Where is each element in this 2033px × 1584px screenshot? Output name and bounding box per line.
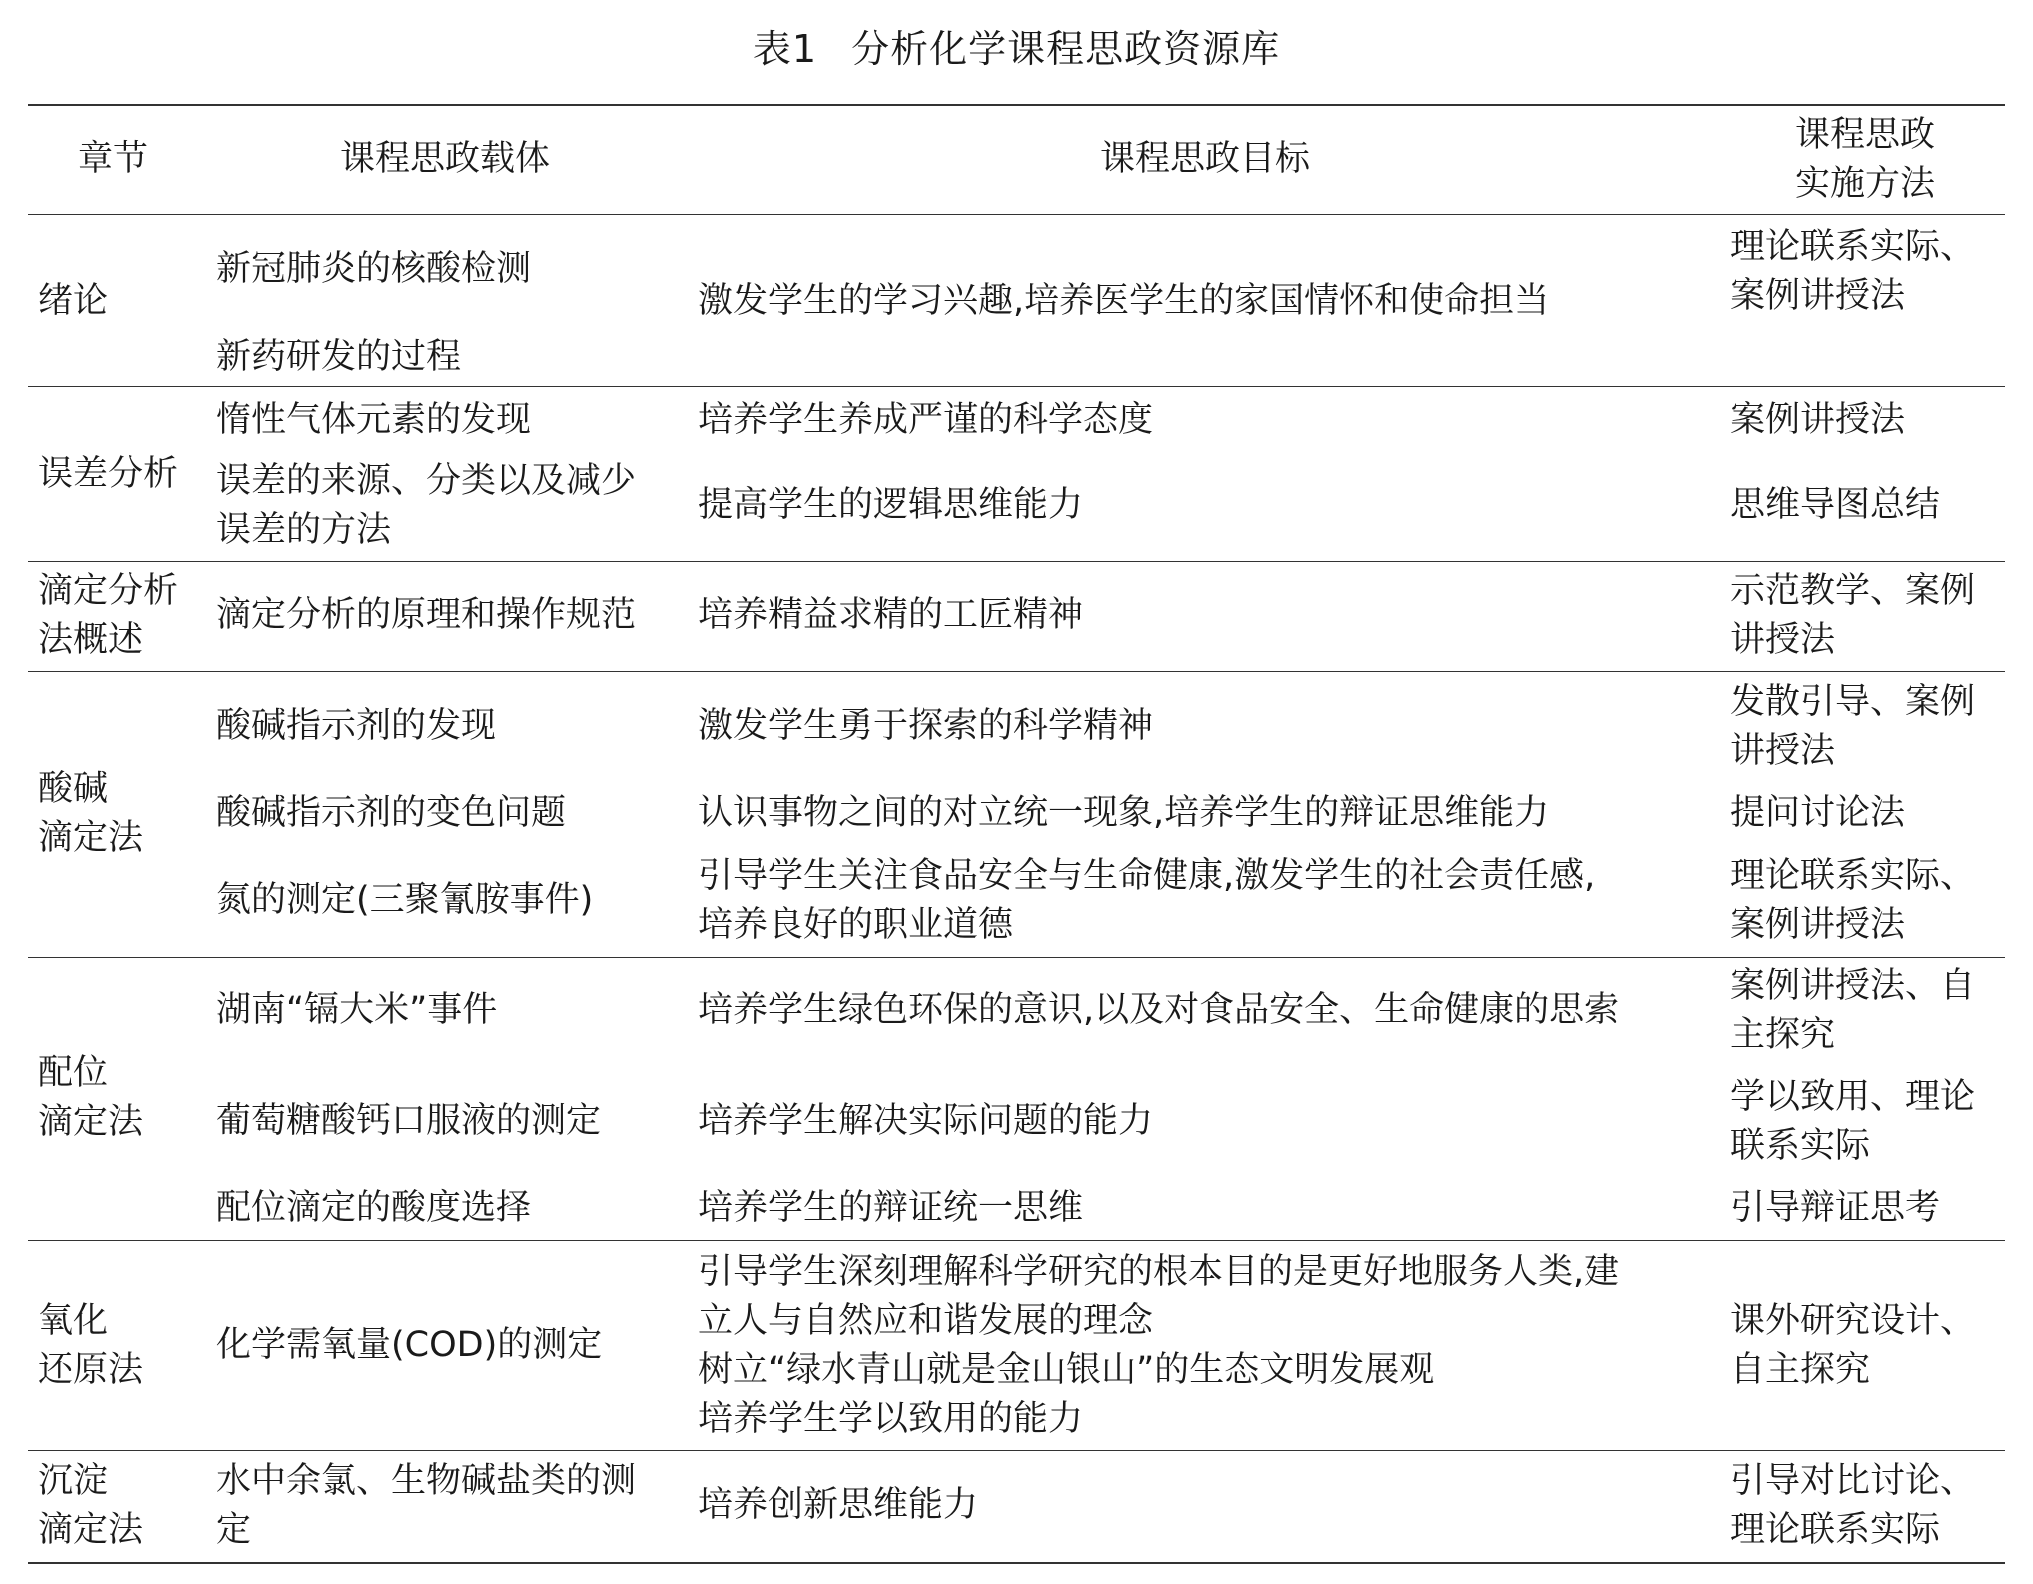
goal-line: 树立“绿水青山就是金山银山”的生态文明发展观 <box>698 1350 1435 1390</box>
method-line: 理论联系实际、 <box>1730 856 1976 896</box>
carrier-line: 酸碱指示剂的变色问题 <box>216 793 567 833</box>
chapter-line: 酸碱 <box>38 769 109 809</box>
method-line: 案例讲授法 <box>1730 276 1906 316</box>
carrier-line: 水中余氯、生物碱盐类的测 <box>216 1461 637 1501</box>
method-cell <box>1730 789 1905 838</box>
goal-cell <box>698 789 1549 838</box>
goal-cell <box>698 1097 1153 1146</box>
method-cell <box>1730 678 1975 776</box>
chapter-line: 绪论 <box>38 281 109 321</box>
method-line: 理论联系实际、 <box>1730 227 1976 267</box>
goal-line: 引导学生关注食品安全与生命健康,激发学生的社会责任感, <box>698 856 1596 896</box>
carrier-line: 葡萄糖酸钙口服液的测定 <box>216 1101 602 1141</box>
goal-line: 激发学生的学习兴趣,培养医学生的家国情怀和使命担当 <box>698 281 1550 321</box>
goal-line: 培养学生绿色环保的意识,以及对食品安全、生命健康的思索 <box>698 990 1620 1030</box>
carrier-line: 误差的来源、分类以及减少 <box>216 461 637 501</box>
goal-cell <box>698 852 1595 950</box>
method-line: 理论联系实际 <box>1730 1510 1941 1550</box>
header-carrier: 课程思政载体 <box>339 139 550 179</box>
goal-cell <box>698 1184 1083 1233</box>
row-divider <box>28 671 2005 672</box>
goal-line: 认识事物之间的对立统一现象,培养学生的辩证思维能力 <box>698 793 1550 833</box>
top-rule <box>28 104 2005 106</box>
carrier-line: 新冠肺炎的核酸检测 <box>216 249 532 289</box>
row-divider <box>28 1450 2005 1451</box>
method-cell <box>1730 1184 1940 1233</box>
goal-line: 提高学生的逻辑思维能力 <box>698 485 1084 525</box>
header-method <box>1730 111 2000 209</box>
goal-line: 培养学生养成严谨的科学态度 <box>698 400 1154 440</box>
carrier-line: 化学需氧量(COD)的测定 <box>216 1325 603 1365</box>
header-chapter: 章节 <box>77 139 148 179</box>
chapter-line: 误差分析 <box>38 454 179 494</box>
carrier-cell <box>216 1184 531 1233</box>
carrier-cell <box>216 1457 636 1555</box>
header-goal: 课程思政目标 <box>1099 139 1310 179</box>
method-line: 提问讨论法 <box>1730 793 1906 833</box>
method-cell <box>1730 962 1975 1060</box>
goal-line: 培养精益求精的工匠精神 <box>698 595 1084 635</box>
carrier-cell <box>216 396 531 445</box>
method-line: 示范教学、案例 <box>1730 571 1976 611</box>
carrier-line: 误差的方法 <box>216 510 392 550</box>
method-line: 思维导图总结 <box>1730 485 1941 525</box>
goal-cell <box>698 591 1083 640</box>
carrier-line: 氮的测定(三聚氰胺事件) <box>216 880 594 920</box>
carrier-cell <box>216 986 497 1035</box>
carrier-line: 配位滴定的酸度选择 <box>216 1188 532 1228</box>
method-line: 案例讲授法 <box>1730 905 1906 945</box>
bottom-rule <box>28 1562 2005 1564</box>
carrier-cell <box>216 876 593 925</box>
chapter-line: 滴定法 <box>38 1102 144 1142</box>
carrier-cell <box>216 702 496 751</box>
chapter-line: 配位 <box>38 1053 109 1093</box>
goal-cell <box>698 481 1083 530</box>
method-line: 主探究 <box>1730 1015 1836 1055</box>
method-cell <box>1730 852 1975 950</box>
method-cell <box>1730 396 1905 445</box>
chapter-line: 还原法 <box>38 1350 144 1390</box>
row-divider <box>28 386 2005 387</box>
chapter-cell <box>38 1049 143 1147</box>
goal-line: 培养学生的辩证统一思维 <box>698 1188 1084 1228</box>
chapter-cell <box>38 1297 143 1395</box>
method-line: 讲授法 <box>1730 731 1836 771</box>
method-line: 发散引导、案例 <box>1730 682 1976 722</box>
goal-cell <box>698 396 1153 445</box>
carrier-line: 惰性气体元素的发现 <box>216 400 532 440</box>
method-line: 讲授法 <box>1730 620 1836 660</box>
carrier-line: 酸碱指示剂的发现 <box>216 706 497 746</box>
method-cell <box>1730 1297 1975 1395</box>
goal-cell <box>698 277 1549 326</box>
method-cell <box>1730 223 1975 321</box>
chapter-cell <box>38 450 178 499</box>
chapter-line: 滴定分析 <box>38 571 179 611</box>
goal-line: 立人与自然应和谐发展的理念 <box>698 1301 1154 1341</box>
carrier-line: 新药研发的过程 <box>216 337 462 377</box>
method-line: 联系实际 <box>1730 1126 1871 1166</box>
chapter-line: 滴定法 <box>38 1510 144 1550</box>
table-title: 分析化学课程思政资源库 <box>851 27 1281 71</box>
carrier-cell <box>216 789 566 838</box>
header-method-line: 实施方法 <box>1794 164 1935 204</box>
carrier-cell <box>216 457 636 555</box>
method-line: 学以致用、理论 <box>1730 1077 1976 1117</box>
goal-cell <box>698 986 1619 1035</box>
carrier-cell <box>216 245 531 294</box>
chapter-line: 沉淀 <box>38 1461 109 1501</box>
goal-cell <box>698 702 1153 751</box>
chapter-cell <box>38 567 178 665</box>
method-line: 课外研究设计、 <box>1730 1301 1976 1341</box>
carrier-line: 滴定分析的原理和操作规范 <box>216 595 637 635</box>
chapter-line: 氧化 <box>38 1301 109 1341</box>
carrier-line: 定 <box>216 1510 252 1550</box>
carrier-cell <box>216 1321 602 1370</box>
row-divider <box>28 561 2005 562</box>
method-cell <box>1730 1073 1975 1171</box>
chapter-line: 法概述 <box>38 620 144 660</box>
row-divider <box>28 1240 2005 1241</box>
chapter-cell <box>38 765 143 863</box>
goal-line: 培养良好的职业道德 <box>698 905 1014 945</box>
table-number: 表1 <box>752 27 818 71</box>
header-rule <box>28 214 2005 215</box>
chapter-line: 滴定法 <box>38 818 144 858</box>
goal-cell <box>698 1481 978 1530</box>
method-line: 案例讲授法、自 <box>1730 966 1976 1006</box>
method-cell <box>1730 481 1940 530</box>
carrier-cell <box>216 333 461 382</box>
row-divider <box>28 957 2005 958</box>
goal-line: 激发学生勇于探索的科学精神 <box>698 706 1154 746</box>
method-line: 案例讲授法 <box>1730 400 1906 440</box>
method-line: 引导辩证思考 <box>1730 1188 1941 1228</box>
goal-line: 培养创新思维能力 <box>698 1485 979 1525</box>
goal-line: 引导学生深刻理解科学研究的根本目的是更好地服务人类,建 <box>698 1252 1620 1292</box>
method-cell <box>1730 567 1975 665</box>
goal-line: 培养学生学以致用的能力 <box>698 1399 1084 1439</box>
method-line: 自主探究 <box>1730 1350 1871 1390</box>
method-line: 引导对比讨论、 <box>1730 1461 1976 1501</box>
chapter-cell <box>38 1457 143 1555</box>
chapter-cell <box>38 277 108 326</box>
carrier-cell <box>216 591 636 640</box>
carrier-line: 湖南“镉大米”事件 <box>216 990 498 1030</box>
header-method-line: 课程思政 <box>1794 115 1935 155</box>
method-cell <box>1730 1457 1975 1555</box>
carrier-cell <box>216 1097 601 1146</box>
goal-line: 培养学生解决实际问题的能力 <box>698 1101 1154 1141</box>
table-caption <box>0 18 2033 73</box>
goal-cell <box>698 1248 1619 1444</box>
